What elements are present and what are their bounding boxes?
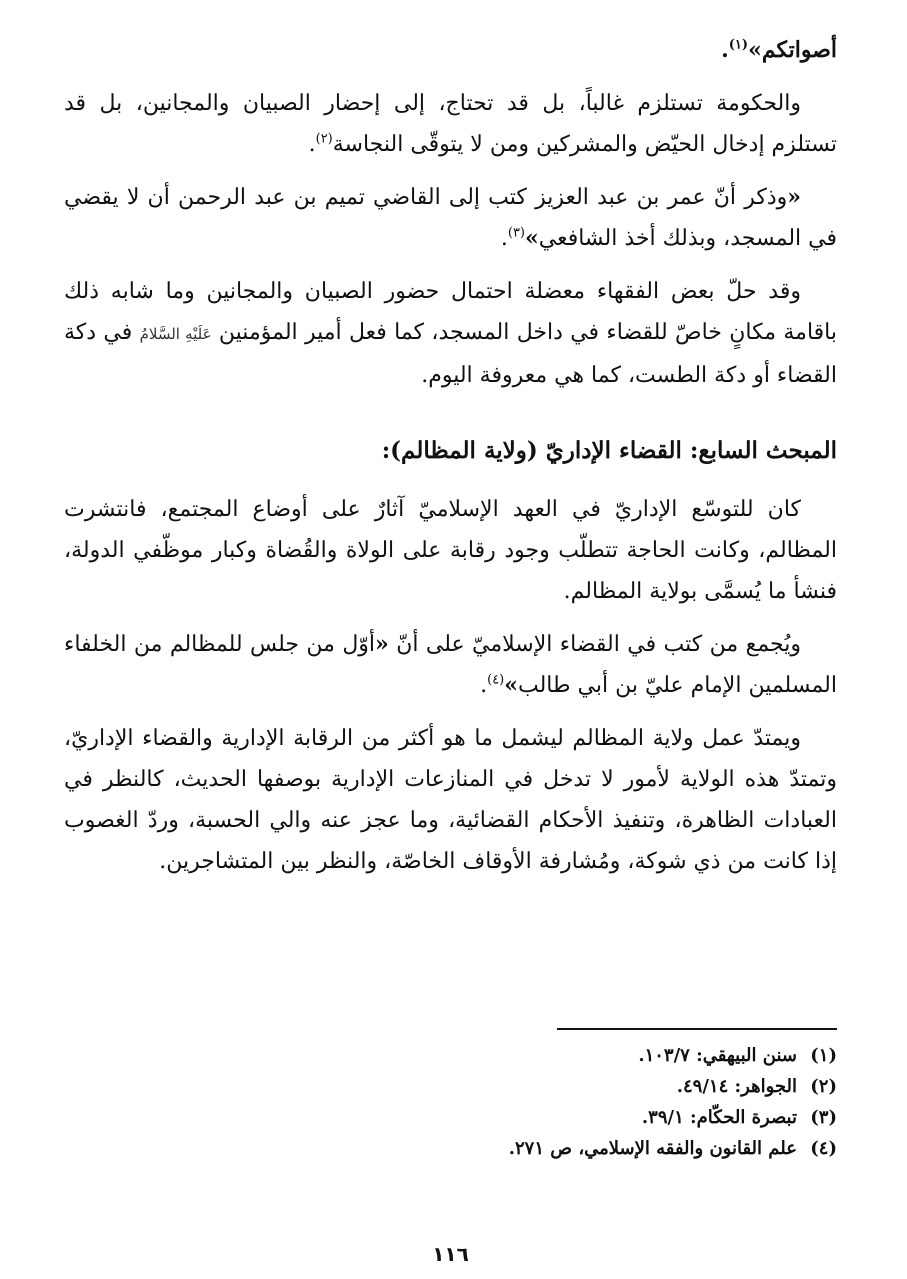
open-quote: «	[787, 184, 801, 210]
footnote-ref-3[interactable]: (٣)	[507, 225, 525, 241]
footnote-text: الجواهر: ٤٩/١٤.	[676, 1076, 797, 1097]
continuation-text: أصواتكم»	[748, 37, 837, 63]
paragraph-first-caliph-tail: .	[480, 673, 488, 698]
footnote-ref-1[interactable]: (١)	[728, 37, 749, 53]
footnote-divider	[557, 1028, 837, 1030]
paragraph-governance-text: والحكومة تستلزم غالباً، بل قد تحتاج، إلى إحضار الصبيان والمجانين، بل قد تستلزم إدخال الحيّض والمشركين ومن لا يتوقّى النجاسة	[64, 91, 837, 157]
paragraph-scope-text: ويمتدّ عمل ولاية المظالم ليشمل ما هو أكثر من الرقابة الإدارية والقضاء الإداريّ، وتمتدّ هذه الولاية لأمور لا تدخل في المنازعات الإدارية بوصفها الحديث، كالنظر في العبادات الظاهرة، وتنفيذ الأحكام القضائية، وما عجز عنه والي الحسبة، وردّ الغصوب إذا كانت من ذي شوكة، ومُشارفة الأوقاف الخاصّة، والنظر بين المتشاجرين.	[64, 726, 837, 874]
paragraph-umar-tail: .	[500, 226, 508, 251]
footnote-text: علم القانون والفقه الإسلامي، ص ٢٧١.	[508, 1138, 797, 1159]
close-quote: »	[525, 225, 539, 251]
paragraph-administrative-expansion	[64, 489, 837, 612]
page-number: ١١٦	[432, 1242, 469, 1266]
paragraph-governance-tail: .	[308, 132, 316, 157]
footnote-text: سنن البيهقي: ١٠٣/٧.	[638, 1045, 797, 1066]
footnote-number: (٣)	[810, 1107, 837, 1128]
paragraph-first-caliph	[64, 624, 837, 706]
footnotes-list	[64, 1040, 837, 1164]
footnote-number: (١)	[810, 1045, 837, 1066]
paragraph-first-caliph-text: ويُجمع من كتب في القضاء الإسلاميّ على أنّ	[396, 632, 801, 657]
paragraph-solution-text-after: في دكة القضاء أو دكة الطست، كما هي معروفة اليوم.	[64, 320, 837, 388]
footnote-item	[64, 1133, 837, 1164]
blessing-glyph: عَلَيْهِ السَّلامُ	[139, 325, 212, 343]
book-page	[64, 30, 837, 1266]
footnote-ref-4[interactable]: (٤)	[487, 672, 505, 688]
paragraph-umar-quote	[64, 177, 837, 259]
paragraph-administrative-text: كان للتوسّع الإداريّ في العهد الإسلاميّ آثارٌ على أوضاع المجتمع، فانتشرت المظالم، وكانت الحاجة تتطلّب وجود رقابة على الولاة والقُضاة وكبار موظّفي الدولة، فنشأ ما يُسمَّى بولاية المظالم.	[64, 497, 837, 604]
footnote-text: تبصرة الحكّام: ٣٩/١.	[641, 1107, 797, 1128]
footnote-ref-2[interactable]: (٢)	[315, 131, 333, 147]
close-quote: »	[504, 672, 518, 698]
footnote-number: (٤)	[810, 1138, 837, 1159]
paragraph-governance	[64, 83, 837, 165]
continuation-line	[64, 30, 837, 71]
continuation-tail: .	[721, 37, 729, 63]
section-heading: المبحث السابع: القضاء الإداريّ (ولاية المظالم):	[381, 437, 837, 464]
paragraph-solution	[64, 271, 837, 396]
footnote-item	[64, 1071, 837, 1102]
paragraph-scope	[64, 718, 837, 882]
footnote-item	[64, 1102, 837, 1133]
paragraph-umar-text: وذكر أنّ عمر بن عبد العزيز كتب إلى القاضي تميم بن عبد الرحمن أن لا يقضي في المسجد، وبذلك أخذ الشافعي	[64, 185, 837, 251]
open-quote: «	[375, 631, 389, 657]
paragraph-solution-text: وقد حلّ بعض الفقهاء معضلة احتمال حضور الصبيان والمجانين وما شابه ذلك باقامة مكانٍ خاصّ للقضاء في داخل المسجد، كما فعل أمير المؤمنين	[64, 279, 837, 345]
footnote-item	[64, 1040, 837, 1071]
footnote-number: (٢)	[810, 1076, 837, 1097]
paragraph-first-caliph-quote: أوّل من جلس للمظالم من الخلفاء المسلمين الإمام عليّ بن أبي طالب	[64, 632, 837, 698]
